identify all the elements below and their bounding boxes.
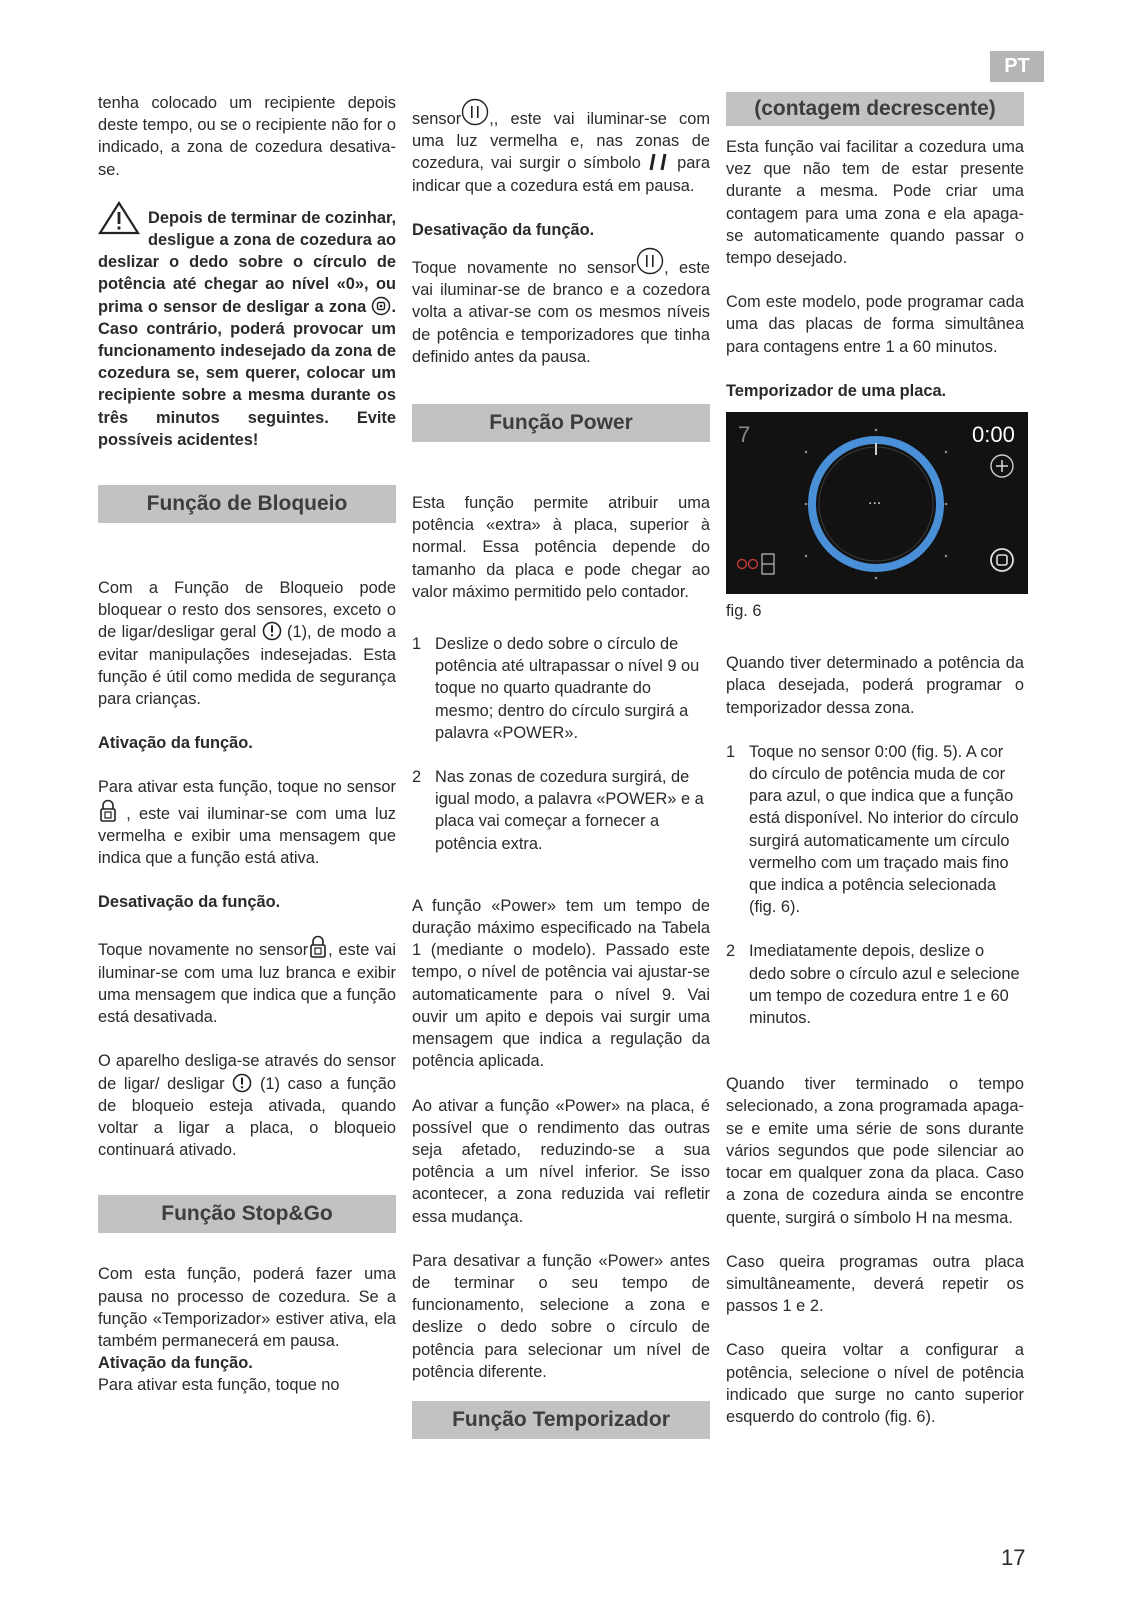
text: , este vai iluminar-se com uma luz vermelha e exibir uma mensagem que indica que a função está ativa. <box>98 804 397 868</box>
paragraph: Quando tiver determinado a potência da placa desejada, poderá programar o temporizador dessa zona. <box>726 654 1024 717</box>
page-number: 17 <box>1001 1545 1026 1570</box>
text: Para ativar esta função, toque no sensor <box>98 778 396 797</box>
paragraph: tenha colocado um recipiente depois deste tempo, ou se o recipiente não for o indicado, a zona de cozedura desativa-se. <box>98 94 396 179</box>
figure-timer-control <box>726 412 1028 594</box>
text: (1), de modo a evitar manipulações indesejadas. Esta função é útil como medida de segurança para crianças. <box>98 623 396 709</box>
language-tag: PT <box>990 51 1044 82</box>
paragraph: Caso queira programas outra placa simultâneamente, deverá repetir os passos 1 e 2. <box>726 1252 1024 1316</box>
paragraph <box>98 776 396 869</box>
warning-icon <box>98 201 140 235</box>
timer-control-illustration <box>726 412 1028 594</box>
text: (1) caso a função de bloqueio esteja ativada, quando voltar a ligar a placa, o bloqueio continuará ativado. <box>98 1074 397 1160</box>
paragraph: Para desativar a função «Power» antes de terminar o seu tempo de funcionamento, selecione a zona e deslize o dedo sobre o círculo de potência para selecionar um nível de potência diferente. <box>412 1251 710 1381</box>
section-title-temporizador: Função Temporizador <box>412 1401 710 1439</box>
figure-caption: fig. 6 <box>726 602 762 621</box>
text: sensor <box>412 110 462 128</box>
paragraph <box>98 1050 396 1161</box>
warning-text-b: . Caso contrário, poderá provocar um funcionamento indesejado da zona de cozedura se, sem querer, colocar um recipiente sobre a mesma durante os três minutos seguintes. Evite possíveis acidentes! <box>98 297 396 449</box>
list-item <box>726 741 1024 919</box>
scale-dot <box>805 555 808 558</box>
step-text: Imediatamente depois, deslize o dedo sobre o círculo azul e selecione um tempo de cozedura entre 1 e 60 minutos. <box>749 942 1020 1028</box>
step-number: 2 <box>726 942 736 961</box>
paragraph: A função «Power» tem um tempo de duração máximo especificado na Tabela 1 (mediante o modelo). Passado este tempo, o nível de potência vai ajustar-se automaticamente para o nível 9. Vai ouvir um apito e depois vai surgir uma mensagem que indica a regulação da potência aplicada. <box>412 896 710 1071</box>
list-item <box>412 633 710 744</box>
scale-dot <box>945 451 948 454</box>
step-number: 2 <box>412 768 422 787</box>
paragraph: Quando tiver terminado o tempo selecionado, a zona programada apaga-se e emite uma série de sons durante vários segundos que pode silenciar ao tocar em qualquer zona da placa. Caso a zona de cozedura ainda se encontre quente, surgirá o símbolo H na mesma. <box>726 1075 1024 1227</box>
power-icon <box>232 1073 252 1093</box>
section-title-stopgo: Função Stop&Go <box>98 1195 396 1233</box>
paragraph: Caso queira voltar a configurar a potência, selecione o nível de potência indicado que surge no canto superior esquerdo do controlo (fig. 6). <box>726 1341 1024 1426</box>
step-text: Nas zonas de cozedura surgirá, de igual modo, a palavra «POWER» e a placa vai começar a fornecer a potência extra. <box>435 768 704 853</box>
lock-icon <box>308 935 328 959</box>
paragraph: Esta função vai facilitar a cozedura uma vez que não tem de estar presente durante a mesma. Pode criar uma contagem para uma zona e ela apaga-se automaticamente quando passar o tempo desejado. <box>726 138 1024 268</box>
subheading: Desativação da função. <box>98 893 281 912</box>
warning-text-a: Depois de terminar de cozinhar, desligue a zona de cozedura ao deslizar o dedo sobre o círculo de potência até chegar ao nível «0», ou prima o sensor de desligar a zona <box>98 208 396 316</box>
timer-steps-list <box>726 741 1024 1029</box>
paragraph <box>412 247 710 368</box>
pause-symbol-icon <box>648 152 670 172</box>
column-left <box>98 92 396 1397</box>
column-right <box>726 92 1024 1450</box>
section-title-power: Função Power <box>412 404 710 442</box>
step-text: Toque no sensor 0:00 (fig. 5). A cor do círculo de potência muda de cor para azul, o que indica que a função está disponível. No interior do círculo surgirá automaticamente um círculo vermelho com um traçado mais fino que indica a potência selecionada (fig. 6). <box>749 742 1019 917</box>
list-item <box>726 940 1024 1029</box>
text: para indicar que a cozedura está em pausa. <box>412 154 710 195</box>
power-icon <box>262 621 282 641</box>
scale-dot <box>805 503 808 506</box>
text: , este vai iluminar-se com uma luz branca e exibir uma mensagem que indica que a função está desativada. <box>98 941 396 1027</box>
scale-dot <box>805 451 808 454</box>
section-title-bloqueio: Função de Bloqueio <box>98 485 396 523</box>
paragraph: Com esta função, poderá fazer uma pausa no processo de cozedura. Se a função «Temporizador» estiver ativa, ela também permanecerá em pausa. <box>98 1265 396 1350</box>
subheading: Desativação da função. <box>412 220 595 239</box>
subheading: Temporizador de uma placa. <box>726 381 947 400</box>
scale-dot <box>945 503 948 506</box>
step-number: 1 <box>412 635 422 654</box>
scale-dot <box>875 429 878 432</box>
zone-off-sensor-icon <box>371 296 391 316</box>
paragraph <box>98 577 396 710</box>
section-title-contagem: (contagem decrescente) <box>726 92 1024 126</box>
timer-display: 0:00 <box>972 422 1015 448</box>
pause-icon <box>636 247 664 275</box>
text: Com a Função de Bloqueio pode bloquear o resto dos sensores, exceto o de ligar/desligar geral <box>98 579 396 642</box>
scale-dot <box>875 577 878 580</box>
paragraph: Esta função permite atribuir uma potência «extra» à placa, superior à normal. Essa potência depende do tamanho da placa e pode chegar ao valor máximo permitido pelo contador. <box>412 494 710 601</box>
step-text: Deslize o dedo sobre o círculo de potência até ultrapassar o nível 9 ou toque no quarto quadrante do mesmo; dentro do círculo surgirá a palavra «POWER». <box>435 635 700 742</box>
list-item <box>412 766 710 855</box>
power-level-label: 7 <box>738 422 751 448</box>
text: O aparelho desliga-se através do sensor de ligar/ desligar <box>98 1052 396 1093</box>
pause-icon <box>461 98 489 126</box>
warning-paragraph <box>98 207 396 451</box>
paragraph <box>412 98 710 197</box>
paragraph <box>98 935 396 1028</box>
text: Toque novamente no sensor <box>412 259 637 278</box>
center-indicator: ... <box>868 491 882 509</box>
step-number: 1 <box>726 742 736 761</box>
paragraph: Ao ativar a função «Power» na placa, é possível que o rendimento das outras seja afetado, reduzindo-se a sua potência a um nível inferior. Se isso acontecer, a zona reduzida vai refletir essa mudança. <box>412 1096 710 1226</box>
paragraph: Para ativar esta função, toque no <box>98 1376 340 1395</box>
text: , este vai iluminar-se de branco e a cozedora volta a ativar-se com os mesmos níveis de potência e temporizadores que tinha definido antes da pausa. <box>412 259 710 366</box>
lock-icon <box>98 799 118 823</box>
paragraph: Com este modelo, pode programar cada uma das placas de forma simultânea para contagens entre 1 a 60 minutos. <box>726 293 1024 356</box>
scale-dot <box>945 555 948 558</box>
text: ,, este vai iluminar-se com uma luz vermelha e, nas zonas de cozedura, vai surgir o símbolo <box>412 110 710 173</box>
column-middle <box>412 92 710 1439</box>
subheading: Ativação da função. <box>98 734 253 753</box>
text: Toque novamente no sensor <box>98 941 309 960</box>
subheading: Ativação da função. <box>98 1354 253 1373</box>
power-steps-list <box>412 633 710 855</box>
